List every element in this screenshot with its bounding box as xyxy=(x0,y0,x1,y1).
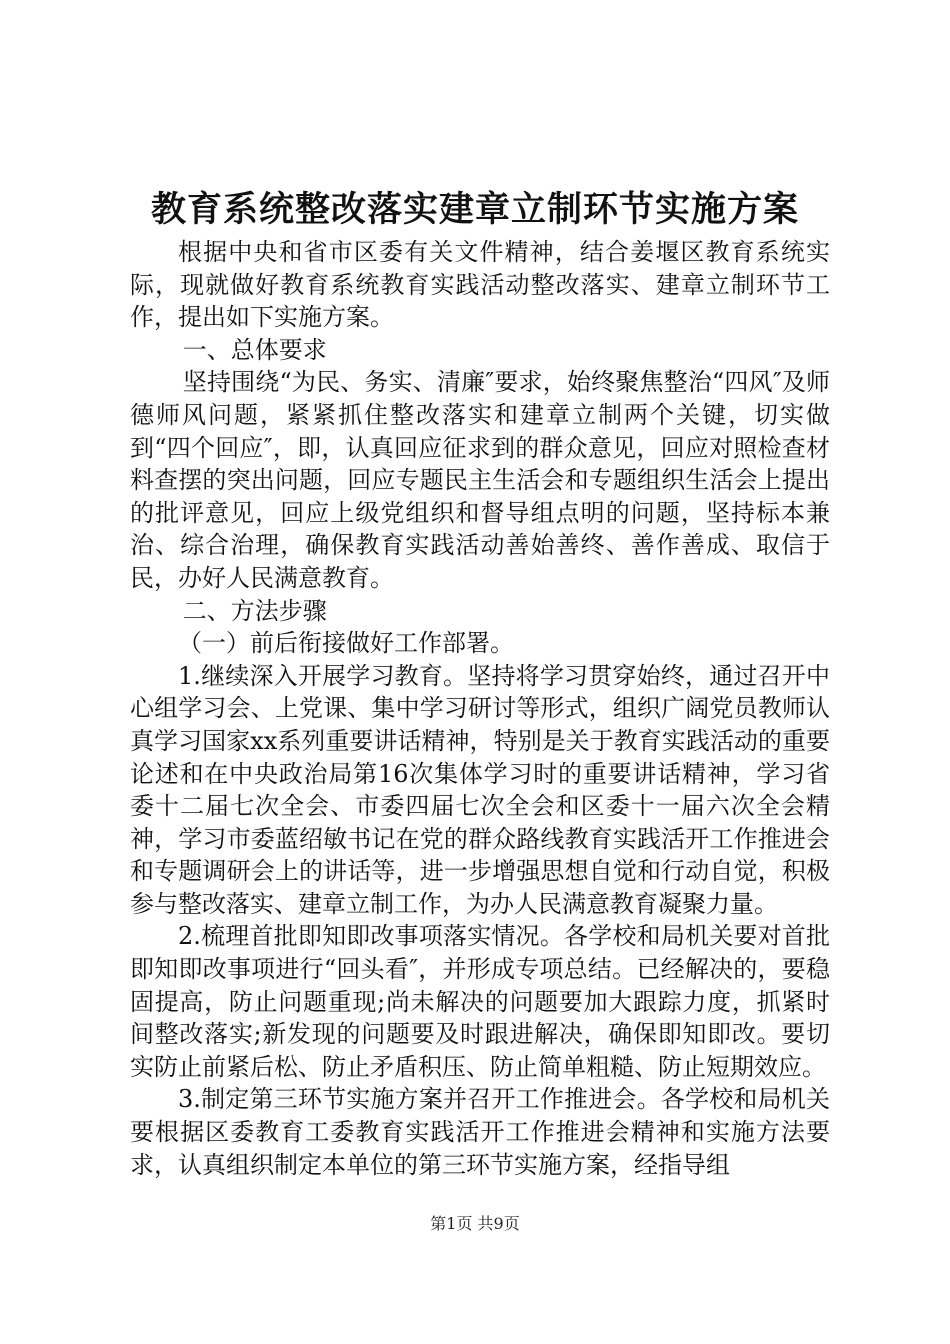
paragraph-item-2: 2.梳理首批即知即改事项落实情况。各学校和局机关要对首批即知即改事项进行“回头看″，并形成专项总结。已经解决的，要稳固提高，防止问题重现;尚未解决的问题要加大跟踪力度，抓紧时间整改落实;新发现的问题要及时跟进解决，确保即知即改。要切实防止前紧后松、防止矛盾积压、防止简单粗糙、防止短期效应。 xyxy=(130,922,830,1081)
subsection-heading-work-deployment: （一）前后衔接做好工作部署。 xyxy=(178,629,514,658)
document-body xyxy=(130,236,830,1181)
paragraph-item-1: 1.继续深入开展学习教育。坚持将学习贯穿始终，通过召开中心组学习会、上党课、集中学习研讨等形式，组织广阔党员教师认真学习国家xx系列重要讲话精神，特别是关于教育实践活动的重要论述和在中央政治局第16次集体学习时的重要讲话精神，学习省委十二届七次全会、市委四届七次全会和区委十一届六次全会精神，学习市委蓝绍敏书记在党的群众路线教育实践活开工作推进会和专题调研会上的讲话等，进一步增强思想自觉和行动自觉，积极参与整改落实、建章立制工作，为办人民满意教育凝聚力量。 xyxy=(130,661,830,918)
page-footer: 第1页 共9页 xyxy=(430,1214,520,1233)
paragraph-intro: 根据中央和省市区委有关文件精神，结合姜堰区教育系统实际，现就做好教育系统教育实践活动整改落实、建章立制环节工作，提出如下实施方案。 xyxy=(130,238,830,332)
page-title: 教育系统整改落实建章立制环节实施方案 xyxy=(150,190,799,230)
section-heading-method-steps: 二、方法步骤 xyxy=(182,596,327,625)
paragraph-general-requirements: 坚持围绕“为民、务实、清廉″要求，始终聚焦整治“四风″及师德师风问题，紧紧抓住整改落实和建章立制两个关键，切实做到“四个回应″，即，认真回应征求到的群众意见，回应对照检查材料查摆的突出问题，回应专题民主生活会和专题组织生活会上提出的批评意见，回应上级党组织和督导组点明的问题，坚持标本兼治、综合治理，确保教育实践活动善始善终、善作善成、取信于民，办好人民满意教育。 xyxy=(130,368,830,592)
section-heading-general-requirements: 一、总体要求 xyxy=(182,335,327,364)
paragraph-item-3: 3.制定第三环节实施方案并召开工作推进会。各学校和局机关要根据区委教育工委教育实践活开工作推进会精神和实施方法要求，认真组织制定本单位的第三环节实施方案，经指导组 xyxy=(130,1085,830,1179)
